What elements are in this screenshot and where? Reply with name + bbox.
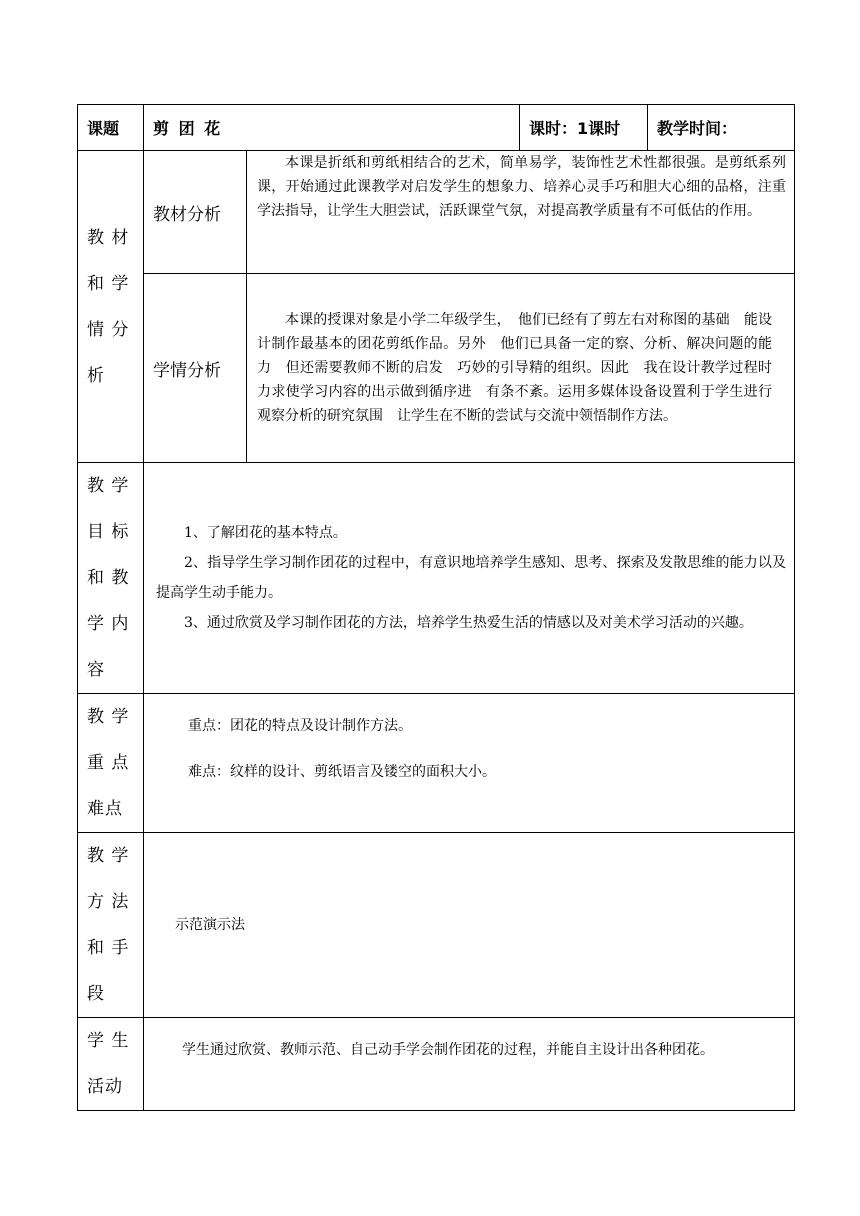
objective-item: 1、了解团花的基本特点。 <box>184 525 347 541</box>
class-hours: 课时：1课时 <box>520 105 648 151</box>
methods-row <box>78 833 795 1018</box>
label-line: 教 学 <box>87 846 130 866</box>
label-line: 容 <box>87 660 105 680</box>
key-point-text: 重点：团花的特点及设计制作方法。 <box>188 718 412 734</box>
label-line: 教 学 <box>87 476 130 496</box>
methods-text: 示范演示法 <box>175 917 245 933</box>
label-line: 活动 <box>87 1077 123 1097</box>
label-line: 和 手 <box>87 938 130 958</box>
methods-section-label <box>78 833 144 1018</box>
label-line: 方 法 <box>87 892 130 912</box>
label-line: 和 学 <box>87 273 130 294</box>
objectives-row <box>78 463 795 694</box>
label-line: 析 <box>87 365 105 386</box>
label-line: 教 材 <box>87 227 130 248</box>
activities-section-label <box>78 1018 144 1111</box>
teaching-time-label: 教学时间： <box>648 105 795 151</box>
label-line: 难点 <box>87 799 123 819</box>
material-analysis-text: 本课是折纸和剪纸相结合的艺术，简单易学，装饰性艺术性都很强。是剪纸系列课，开始通过此课教学对启发学生的想象力、培养心灵手巧和胆大心细的品格，注重学法指导，让学生大胆尝试，活跃课堂气氛，对提高教学质量有不可低估的作用。 <box>257 155 786 219</box>
key-points-section-label <box>78 694 144 833</box>
material-analysis-row <box>78 151 795 274</box>
material-analysis-cell <box>247 151 795 274</box>
activities-row <box>78 1018 795 1111</box>
topic-value: 剪 团 花 <box>144 105 520 151</box>
student-analysis-row <box>78 274 795 463</box>
student-analysis-text: 本课的授课对象是小学二年级学生， 他们已经有了剪左右对称图的基础 能设计制作最基本的团花剪纸作品。另外 他们已具备一定的察、分析、解决问题的能力 但还需要教师不断的启发 巧妙的引导精的组织。因此 我在设计教学过程时 力求使学习内容的出示做到循序进 有条不紊。运用多媒体设备设置利于学生进行观察分析的研究氛围 让学生在不断的尝试与交流中领悟制作方法。 <box>257 312 786 424</box>
objective-item: 3、通过欣赏及学习制作团花的方法，培养学生热爱生活的情感以及对美术学习活动的兴趣。 <box>184 615 753 631</box>
label-line: 学 内 <box>87 614 130 634</box>
analysis-section-label <box>78 151 144 463</box>
topic-label: 课题 <box>78 105 144 151</box>
material-analysis-label: 教材分析 <box>144 151 247 274</box>
label-line: 和 教 <box>87 568 130 588</box>
objectives-cell <box>144 463 795 694</box>
lesson-plan-table <box>77 104 795 1111</box>
objective-item: 2、指导学生学习制作团花的过程中，有意识地培养学生感知、思考、探索及发散思维的能力以及提高学生动手能力。 <box>156 555 786 601</box>
difficult-point-text: 难点：纹样的设计、剪纸语言及镂空的面积大小。 <box>188 764 496 780</box>
label-line: 教 学 <box>87 707 130 727</box>
label-line: 情 分 <box>87 319 130 340</box>
label-line: 学 生 <box>87 1031 130 1051</box>
key-points-row <box>78 694 795 833</box>
objectives-section-label <box>78 463 144 694</box>
student-analysis-cell <box>247 274 795 463</box>
activities-text: 学生通过欣赏、教师示范、自己动手学会制作团花的过程，并能自主设计出各种团花。 <box>182 1042 714 1058</box>
methods-cell <box>144 833 795 1018</box>
label-line: 段 <box>87 984 105 1004</box>
activities-cell <box>144 1018 795 1111</box>
label-line: 目 标 <box>87 522 130 542</box>
header-row <box>78 105 795 151</box>
label-line: 重 点 <box>87 753 130 773</box>
student-analysis-label: 学情分析 <box>144 274 247 463</box>
key-points-cell <box>144 694 795 833</box>
